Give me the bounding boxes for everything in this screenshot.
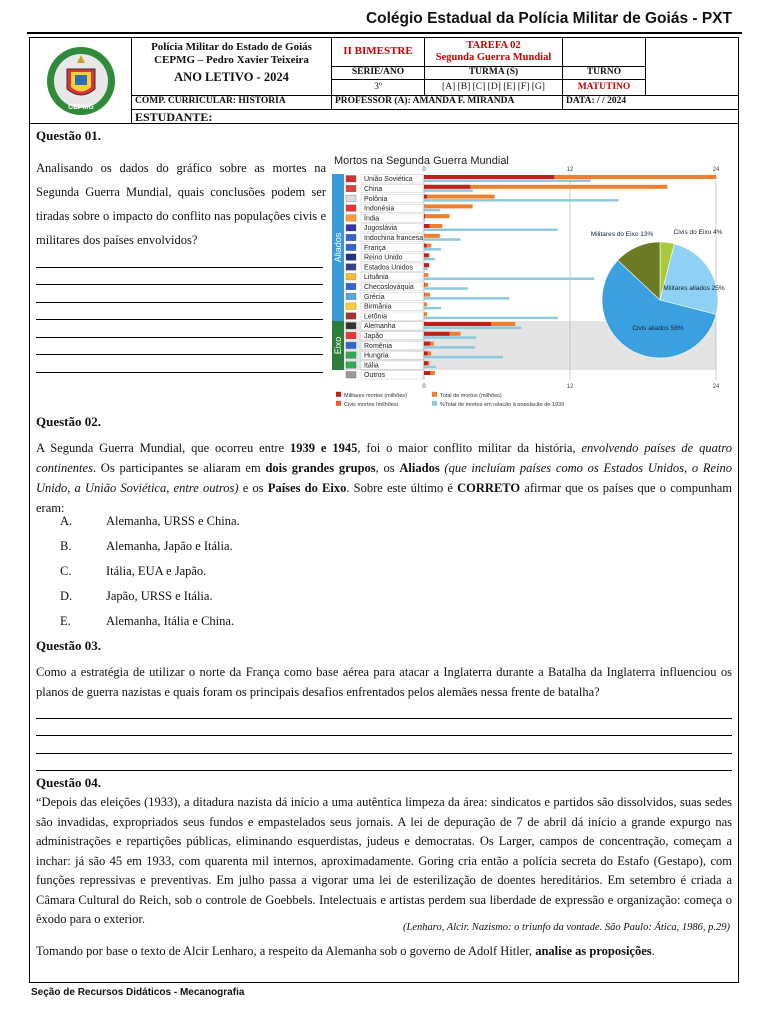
flag-1 <box>346 185 356 192</box>
flag-17 <box>346 342 356 349</box>
cepmg-logo <box>45 45 117 117</box>
tick-bottom-12: 12 <box>566 383 574 390</box>
flag-2 <box>346 195 356 202</box>
flag-15 <box>346 323 356 330</box>
pie-label-militares-aliados: Militares aliados 25% <box>663 285 725 292</box>
tick-bottom-24: 24 <box>712 383 720 390</box>
option-b[interactable]: B. Alemanha, Japão e Itália. <box>60 539 233 553</box>
country-label-15: Alemanha <box>364 323 396 331</box>
bar-percent-1 <box>424 189 473 192</box>
country-label-10: Lituânia <box>364 274 389 282</box>
bar-percent-6 <box>424 238 461 241</box>
legend-swatch-0 <box>336 392 341 397</box>
chart-title: Mortos na Segunda Guerra Mundial <box>334 155 509 167</box>
bar-military-5 <box>424 224 429 228</box>
professor: PROFESSOR (A): AMANDA F. MIRANDA <box>332 96 563 110</box>
turno-value: MATUTINO <box>563 80 646 96</box>
q4-citation: (Lenharo, Alcir. Nazismo: o triunfo da vontade. São Paulo: Ática, 1986, p.29) <box>403 922 730 933</box>
flag-3 <box>346 205 356 212</box>
top-rule <box>27 32 742 34</box>
bar-total-2 <box>424 195 495 199</box>
flag-5 <box>346 225 356 232</box>
country-label-7: França <box>364 244 386 252</box>
flag-12 <box>346 293 356 300</box>
country-label-9: Estados Unidos <box>364 264 414 272</box>
q3-title: Questão 03. <box>36 638 101 653</box>
pie-label-civis-eixo: Civis do Eixo 4% <box>673 229 723 236</box>
pie-label-civis-aliados: Civis aliados 58% <box>632 325 684 332</box>
bar-total-13 <box>424 302 427 306</box>
comp-curricular: COMP. CURRICULAR: HISTORIA <box>132 96 332 110</box>
tick-top-24: 24 <box>712 167 720 173</box>
bar-military-9 <box>424 263 429 267</box>
q3-answer-lines[interactable] <box>36 701 732 771</box>
bar-percent-15 <box>424 327 521 330</box>
blank-cell-1 <box>563 38 646 67</box>
option-d[interactable]: D. Japão, URSS e Itália. <box>60 589 213 603</box>
country-label-19: Itália <box>364 362 379 370</box>
tick-bottom-0: 0 <box>422 383 426 390</box>
legend-swatch-2 <box>336 401 341 406</box>
tarefa-cell <box>425 38 563 67</box>
bar-military-0 <box>424 175 554 179</box>
q1-text: Analisando os dados do gráfico sobre as mortes na Segunda Guerra Mundial, quais conclusões podem ser tiradas sobre o impacto do conflito nas populações civis e militares dos países envolvidos? <box>36 161 326 247</box>
country-label-18: Hungria <box>364 352 389 360</box>
country-label-16: Japão <box>364 333 384 340</box>
org-line1: Polícia Militar do Estado de Goiás <box>151 41 312 53</box>
school-title: Colégio Estadual da Polícia Militar de Goiás - PXT <box>365 10 732 27</box>
bar-percent-0 <box>424 180 591 183</box>
bar-percent-17 <box>424 346 475 349</box>
country-label-0: União Soviética <box>364 176 413 184</box>
group-label-aliados: Aliados <box>333 232 343 263</box>
bar-military-15 <box>424 322 491 326</box>
bar-military-1 <box>424 185 470 189</box>
country-label-5: Jugoslávia <box>364 225 398 233</box>
bar-percent-5 <box>424 229 558 232</box>
q4-final: Tomando por base o texto de Alcir Lenharo, a respeito da Alemanha sob o governo de Adolf Hitler, analise as proposições. <box>36 944 655 958</box>
country-label-3: Indonésia <box>364 205 395 213</box>
legend-swatch-1 <box>432 392 437 397</box>
legend-label-2: Civis mortos (milhões) <box>344 401 399 406</box>
legend-label-0: Militares mortos (milhões) <box>344 392 407 399</box>
bar-military-4 <box>424 214 425 218</box>
q1-title: Questão 01. <box>36 128 101 143</box>
bar-percent-9 <box>424 268 428 271</box>
option-a[interactable]: A. Alemanha, URSS e China. <box>60 514 240 528</box>
q4-title: Questão 04. <box>36 775 101 790</box>
flag-9 <box>346 264 356 271</box>
serie-value: 3º <box>332 80 425 96</box>
bar-military-2 <box>424 195 427 199</box>
bar-military-19 <box>424 361 428 365</box>
flag-4 <box>346 215 356 222</box>
date-field[interactable]: DATA: / / 2024 <box>563 96 738 110</box>
legend-label-1: Total de mortos (milhões) <box>440 392 502 399</box>
bar-total-14 <box>424 312 427 316</box>
option-c[interactable]: C. Itália, EUA e Japão. <box>60 564 207 578</box>
org-line2: CEPMG – Pedro Xavier Teixeira <box>154 54 309 66</box>
q2-options <box>36 514 240 639</box>
bar-total-12 <box>424 293 430 297</box>
worksheet-frame <box>29 37 739 983</box>
legend-label-3: %Total de mortos em relação à população de 1939 <box>440 401 565 406</box>
country-label-11: Checoslováquia <box>364 284 414 291</box>
q1-answer-lines[interactable] <box>36 250 323 373</box>
bar-percent-14 <box>424 317 558 320</box>
pie-label-militares-eixo: Militares do Eixo 13% <box>590 231 654 238</box>
turno-label: TURNO <box>563 67 646 80</box>
bar-military-16 <box>424 332 450 336</box>
bar-total-10 <box>424 273 428 277</box>
deaths-chart <box>328 152 738 406</box>
serie-label: SERIE/ANO <box>332 67 425 80</box>
bar-percent-19 <box>424 366 436 369</box>
header-table <box>30 38 738 124</box>
legend-swatch-3 <box>432 401 437 406</box>
tarefa-label: TAREFA 02 <box>466 40 521 51</box>
country-label-8: Reino Unido <box>364 254 403 262</box>
turma-value: [A] [B] [C] [D] [E] [F] [G] <box>425 80 563 96</box>
flag-10 <box>346 274 356 281</box>
bar-percent-2 <box>424 199 619 202</box>
country-label-4: Índia <box>364 215 380 223</box>
country-label-13: Birmânia <box>364 303 392 311</box>
q4-quote: “Depois das eleições (1933), a ditadura nazista dá início a uma autêntica limpeza da área: sindicatos e partidos são dissolvidos, suas sedes são invadidas, expropriados seus fundos e empastelados seus jornais. A lei de depuração de 7 de abril dá início a grande expurgo nas administrações e repartições públicas, eliminando esquerdistas, judeus e democratas. Os Larger, campos de concentração, começam a inchar: já são 45 em 1933, com quarenta mil internos, aproximadamente. Goring cria então a polícia secreta do Estafo (Gestapo), com funções repressivas e preventivas. Em julho passa a vigorar uma lei de esterilização de doentes hereditários. Em setembro é criada a Câmara Cultural do Reich, sob o controle de Goebbels. Intelectuais e artistas perdem sua liberdade de expressão e organização: começa o êxodo para o exterior. <box>36 795 732 926</box>
country-label-1: China <box>364 186 383 193</box>
bimestre: II BIMESTRE <box>332 38 425 67</box>
ano-letivo: ANO LETIVO - 2024 <box>174 70 289 84</box>
flag-16 <box>346 332 356 339</box>
flag-7 <box>346 244 356 251</box>
bar-total-6 <box>424 234 440 238</box>
bar-percent-16 <box>424 336 476 339</box>
bar-military-8 <box>424 253 429 257</box>
bar-military-17 <box>424 342 430 346</box>
bar-percent-8 <box>424 258 435 261</box>
country-label-17: Romênia <box>364 342 393 350</box>
tick-top-0: 0 <box>422 167 426 173</box>
bar-military-7 <box>424 244 427 248</box>
flag-6 <box>346 234 356 241</box>
bar-percent-11 <box>424 287 468 290</box>
flag-20 <box>346 372 356 379</box>
bar-percent-12 <box>424 297 509 300</box>
org-cell <box>132 38 332 96</box>
country-label-14: Letônia <box>364 313 387 321</box>
bar-percent-4 <box>424 219 425 222</box>
flag-13 <box>346 303 356 310</box>
country-label-2: Polônia <box>364 195 388 203</box>
country-label-12: Grécia <box>364 293 385 301</box>
bar-percent-3 <box>424 209 440 212</box>
tick-top-12: 12 <box>566 167 574 173</box>
bar-military-20 <box>424 371 430 375</box>
bar-percent-18 <box>424 356 503 359</box>
bar-total-11 <box>424 283 428 287</box>
option-e[interactable]: E. Alemanha, Itália e China. <box>60 614 235 628</box>
flag-18 <box>346 352 356 359</box>
student-field[interactable]: ESTUDANTE: <box>132 110 738 124</box>
bar-military-18 <box>424 351 428 355</box>
bar-total-3 <box>424 204 473 208</box>
flag-0 <box>346 176 356 183</box>
flag-8 <box>346 254 356 261</box>
logo-cell <box>30 38 132 124</box>
q2-title: Questão 02. <box>36 414 101 429</box>
bar-percent-7 <box>424 248 441 251</box>
flag-14 <box>346 313 356 320</box>
blank-cell-2 <box>646 38 738 96</box>
group-label-eixo: Eixo <box>333 336 343 355</box>
country-label-6: Indochina francesa <box>364 235 424 242</box>
footer: Seção de Recursos Didáticos - Mecanografia <box>31 987 245 998</box>
turma-label: TURMA (S) <box>425 67 563 80</box>
bar-percent-13 <box>424 307 441 310</box>
q3-text: Como a estratégia de utilizar o norte da França como base aérea para atacar a Inglaterra durante a Batalha da Inglaterra influenciou os planos de guerra nazistas e quais foram os principais desafios enfrentados pelos alemães nessa frente de batalha? <box>36 665 732 699</box>
bar-percent-10 <box>424 278 594 281</box>
logo-text: CEPMG <box>67 103 94 111</box>
flag-11 <box>346 283 356 290</box>
bar-total-4 <box>424 214 450 218</box>
q2-text: A Segunda Guerra Mundial, que ocorreu entre 1939 e 1945, foi o maior conflito militar da história, envolvendo países de quatro continentes. Os participantes se aliaram em dois grandes grupos, os Aliados (que incluíam países como os Estados Unidos, o Reino Unido, a União Soviética, entre outros) e os Países do Eixo. Sobre este último é CORRETO afirmar que os países que o compunham eram: <box>36 441 732 515</box>
country-label-20: Outros <box>364 372 386 380</box>
flag-19 <box>346 362 356 369</box>
tarefa-subject: Segunda Guerra Mundial <box>435 52 552 63</box>
